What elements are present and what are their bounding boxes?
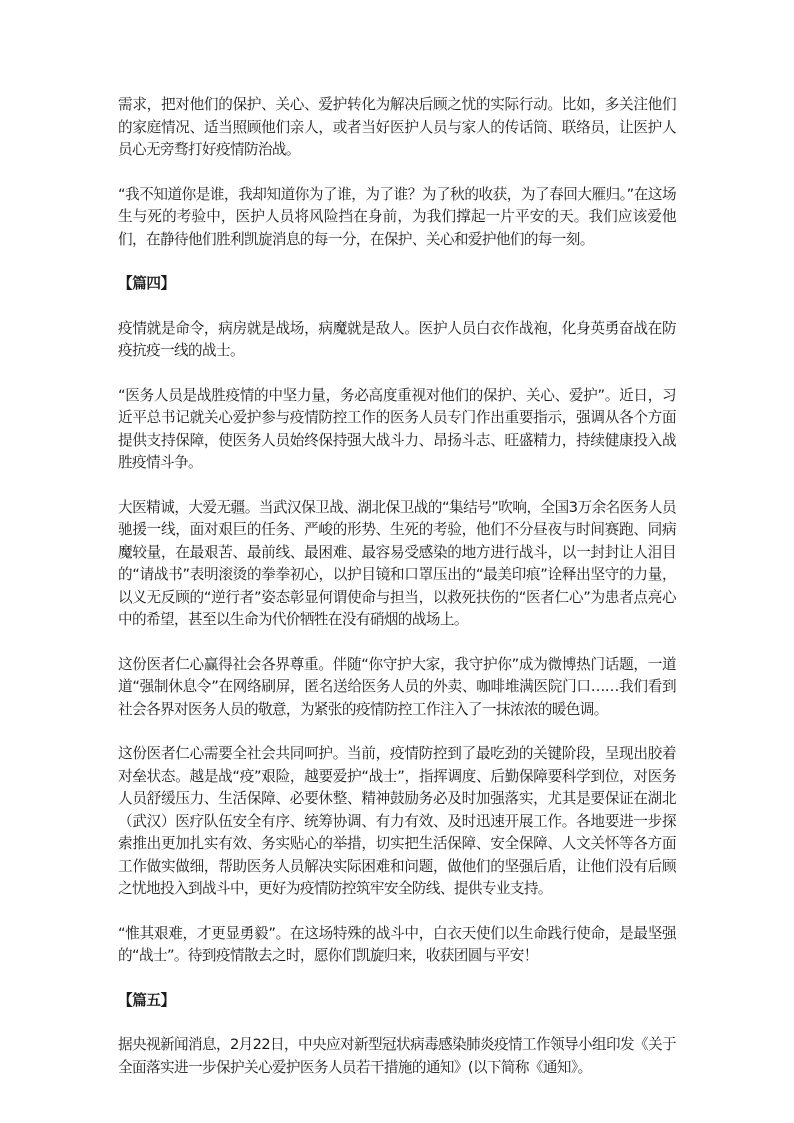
paragraph-3: 疫情就是命令，病房就是战场，病魔就是敌人。医护人员白衣作战袍，化身英勇奋战在防疫抗疫一线的战士。 (118, 319, 676, 359)
section-heading-4: 【篇四】 (118, 275, 175, 292)
paragraph-7: 这份医者仁心需要全社会共同呵护。当前，疫情防控到了最吃劲的关键阶段，呈现出胶着对垒状态。越是战“疫”艰险，越要爱护“战士”，指挥调度、后勤保障要科学到位，对医务人员舒缓压力、生活保障、必要休整、精神鼓励务必及时加强落实，尤其是要保证在湖北（武汉）医疗队伍安全有序、统筹协调、有力有效、及时迅速开展工作。各地要进一步探索推出更加扎实有效、务实贴心的举措，切实把生活保障、安全保障、人文关怀等各方面工作做实做细，帮助医务人员解决实际困难和问题，做他们的坚强后盾，让他们没有后顾之忧地投入到战斗中，更好为疫情防控筑牢安全防线、提供专业支持。 (118, 745, 676, 897)
document-page (118, 94, 676, 1079)
paragraph-8: “惟其艰难，才更显勇毅”。在这场特殊的战斗中，白衣天使们以生命践行使命，是最坚强的“战士”。待到疫情散去之时，愿你们凯旋归来，收获团圆与平安！ (118, 924, 676, 964)
paragraph-5: 大医精诚，大爱无疆。当武汉保卫战、湖北保卫战的“集结号”吹响，全国3万余名医务人员驰援一线，面对艰巨的任务、严峻的形势、生死的考验，他们不分昼夜与时间赛跑、同病魔较量，在最艰苦、最前线、最困难、最容易受感染的地方进行战斗，以一封封让人泪目的“请战书”表明滚烫的拳拳初心，以护目镜和口罩压出的“最美印痕”诠释出坚守的力量，以义无反顾的“逆行者”姿态彰显何谓使命与担当，以救死扶伤的“医者仁心”为患者点亮心中的希望，甚至以生命为代价牺牲在没有硝烟的战场上。 (118, 498, 676, 628)
section-heading-5: 【篇五】 (118, 991, 175, 1009)
paragraph-1: 需求，把对他们的保护、关心、爱护转化为解决后顾之忧的实际行动。比如，多关注他们的家庭情况、适当照顾他们亲人，或者当好医护人员与家人的传话筒、联络员，让医护人员心无旁骛打好疫情防治战。 (118, 96, 676, 158)
paragraph-4: “医务人员是战胜疫情的中坚力量，务必高度重视对他们的保护、关心、爱护”。近日，习近平总书记就关心爱护参与疫情防控工作的医务人员专门作出重要指示，强调从各个方面提供支持保障，使医务人员始终保持强大战斗力、昂扬斗志、旺盛精力，持续健康投入战胜疫情斗争。 (118, 386, 676, 471)
paragraph-2: “我不知道你是谁，我却知道你为了谁，为了谁？为了秋的收获，为了春回大雁归。”在这场生与死的考验中，医护人员将风险挡在身前，为我们撑起一片平安的天。我们应该爱他们，在静待他们胜利凯旋消息的每一分，在保护、关心和爱护他们的每一刻。 (118, 185, 676, 248)
paragraph-6: 这份医者仁心赢得社会各界尊重。伴随“你守护大家，我守护你”成为微博热门话题，一道道“强制休息令”在网络刷屏，匿名送给医务人员的外卖、咖啡堆满医院门口……我们看到社会各界对医务人员的敬意，为紧张的疫情防控工作注入了一抹浓浓的暖色调。 (118, 655, 676, 718)
paragraph-9: 据央视新闻消息，2月22日，中央应对新型冠状病毒感染肺炎疫情工作领导小组印发《关于全面落实进一步保护关心爱护医务人员若干措施的通知》(以下简称《通知》。 (118, 1036, 676, 1076)
